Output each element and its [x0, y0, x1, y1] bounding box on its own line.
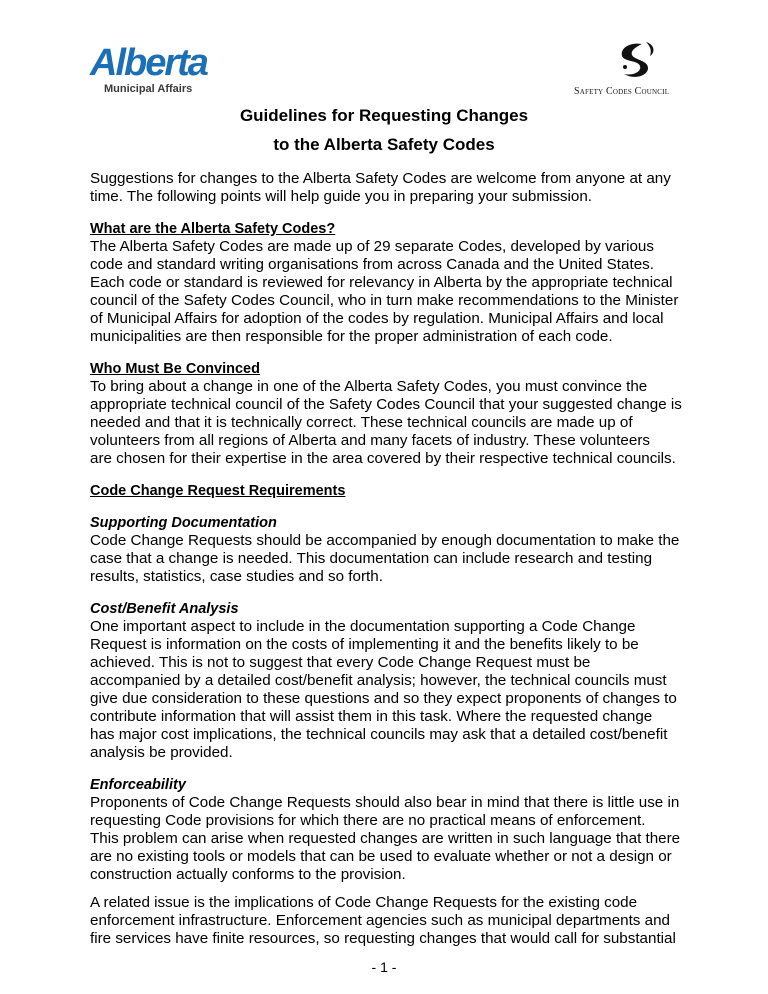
section-heading-what: What are the Alberta Safety Codes? — [90, 221, 336, 237]
subheading-enforceability: Enforceability — [90, 777, 186, 793]
paragraph-line: fire services have finite resources, so requesting changes that would call for substantial — [90, 930, 676, 947]
paragraph-line: contribute information that will assist them in this task. Where the requested change — [90, 708, 653, 725]
paragraph-line: requesting Code provisions for which there are no practical means of enforcement. — [90, 812, 646, 829]
intro-line: Suggestions for changes to the Alberta Safety Codes are welcome from anyone at any — [90, 170, 671, 187]
subheading-cost-benefit: Cost/Benefit Analysis — [90, 601, 239, 617]
paragraph-line: This problem can arise when requested changes are written in such language that there — [90, 830, 681, 847]
section-heading-requirements: Code Change Request Requirements — [90, 483, 346, 499]
paragraph-line: council of the Safety Codes Council, who in turn make recommendations to the Minister — [90, 292, 679, 309]
subheading-supporting: Supporting Documentation — [90, 515, 277, 531]
safety-codes-council-logo — [574, 40, 704, 104]
paragraph-line: The Alberta Safety Codes are made up of 29 separate Codes, developed by various — [90, 238, 654, 255]
paragraph-line: construction actually conforms to the provision. — [90, 866, 406, 883]
paragraph-line: analysis be provided. — [90, 744, 233, 761]
paragraph-line: of Municipal Affairs for adoption of the codes by regulation. Municipal Affairs and local — [90, 310, 664, 327]
paragraph-line: appropriate technical council of the Safety Codes Council that your suggested change is — [90, 396, 682, 413]
paragraph-line: volunteers from all regions of Alberta and many facets of industry. These volunteers — [90, 432, 650, 449]
paragraph-line: give due consideration to these questions and so they expect proponents of changes to — [90, 690, 677, 707]
paragraph-line: accompanied by a detailed cost/benefit analysis; however, the technical councils must — [90, 672, 667, 689]
paragraph-line: municipalities are then responsible for the proper administration of each code. — [90, 328, 613, 345]
municipal-affairs-label: Municipal Affairs — [104, 83, 193, 95]
paragraph-line: Code Change Requests should be accompanied by enough documentation to make the — [90, 532, 680, 549]
paragraph-line: code and standard writing organisations from across Canada and the United States. — [90, 256, 654, 273]
section-heading-who: Who Must Be Convinced — [90, 361, 260, 377]
paragraph-line: are chosen for their expertise in the area covered by their respective technical councils. — [90, 450, 676, 467]
safety-codes-council-icon — [612, 40, 660, 80]
intro-line: time. The following points will help guide you in preparing your submission. — [90, 188, 593, 205]
paragraph-line: case that a change is needed. This documentation can include research and testing — [90, 550, 653, 567]
paragraph-line: has major cost implications, the technical councils may ask that a detailed cost/benefit — [90, 726, 668, 743]
alberta-municipal-affairs-logo — [90, 44, 208, 100]
paragraph-line: are no existing tools or models that can be used to evaluate whether or not a design or — [90, 848, 672, 865]
document-body — [90, 160, 690, 948]
document-title-line-2: to the Alberta Safety Codes — [273, 135, 495, 154]
alberta-wordmark: Alberta — [90, 42, 207, 84]
safety-codes-council-label: Safety Codes Council — [574, 86, 670, 97]
paragraph-line: Request is information on the costs of implementing it and the benefits likely to be — [90, 636, 639, 653]
paragraph-line: Proponents of Code Change Requests should also bear in mind that there is little use in — [90, 794, 680, 811]
paragraph-line: enforcement infrastructure. Enforcement agencies such as municipal departments and — [90, 912, 670, 929]
paragraph-line: needed and that it is technically correct. These technical councils are made up of — [90, 414, 633, 431]
document-title-line-1: Guidelines for Requesting Changes — [239, 106, 529, 125]
paragraph-line: To bring about a change in one of the Alberta Safety Codes, you must convince the — [90, 378, 648, 395]
paragraph-line: A related issue is the implications of Code Change Requests for the existing code — [90, 894, 638, 911]
paragraph-line: One important aspect to include in the documentation supporting a Code Change — [90, 618, 636, 635]
paragraph-line: results, statistics, case studies and so forth. — [90, 568, 383, 585]
paragraph-line: achieved. This is not to suggest that every Code Change Request must be — [90, 654, 591, 671]
page-number: - 1 - — [371, 959, 397, 975]
paragraph-line: Each code or standard is reviewed for relevancy in Alberta by the appropriate technical — [90, 274, 673, 291]
